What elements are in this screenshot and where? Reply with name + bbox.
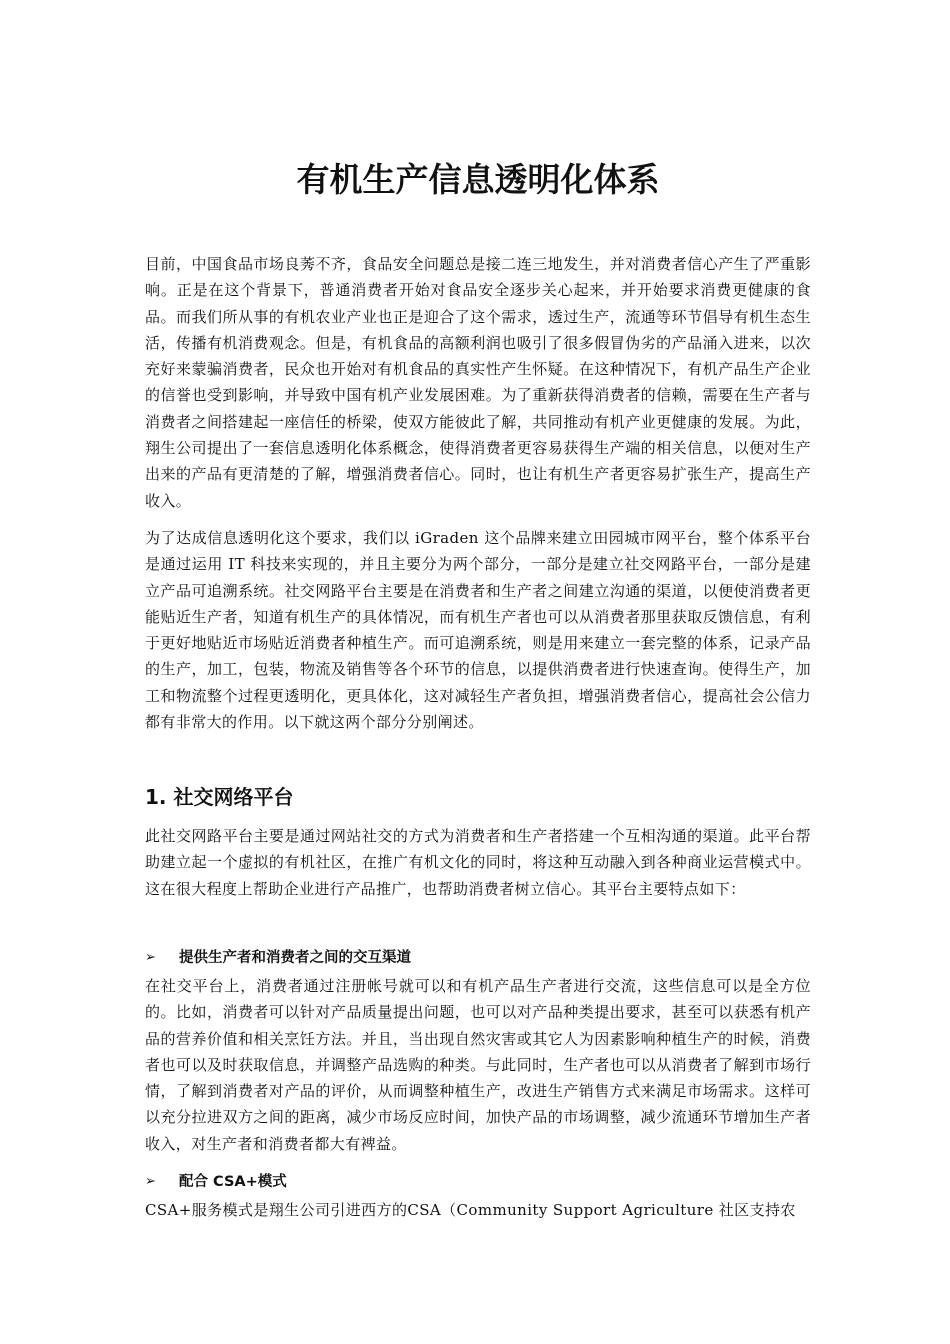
feature-heading-interaction-channel — [145, 946, 411, 970]
intro-paragraph-1: 目前，中国食品市场良莠不齐，食品安全问题总是接二连三地发生，并对消费者信心产生了严重影响。正是在这个背景下，普通消费者开始对食品安全逐步关心起来，并开始要求消费更健康的食品。而我们所从事的有机农业产业也正是迎合了这个需求，透过生产，流通等环节倡导有机生态生活，传播有机消费观念。但是，有机食品的高额利润也吸引了很多假冒伪劣的产品涌入进来，以次充好来蒙骗消费者，民众也开始对有机食品的真实性产生怀疑。在这种情况下，有机产品生产企业的信誉也受到影响，并导致中国有机产业发展困难。为了重新获得消费者的信赖，需要在生产者与消费者之间搭建起一座信任的桥梁，使双方能彼此了解，共同推动有机产业更健康的发展。为此，翔生公司提出了一套信息透明化体系概念，使得消费者更容易获得生产端的相关信息，以便对生产出来的产品有更清楚的了解，增强消费者信心。同时，也让有机生产者更容易扩张生产，提高生产收入。 — [145, 255, 811, 510]
arrow-bullet-icon: ➢ — [145, 1174, 156, 1189]
feature-heading-csa-mode — [145, 1170, 287, 1194]
feature-paragraph-csa-mode: CSA+服务模式是翔生公司引进西方的CSA（Community Support Agriculture 社区支持农 — [145, 1201, 796, 1219]
feature-heading-text: 配合 CSA+模式 — [179, 1174, 287, 1190]
arrow-bullet-icon: ➢ — [145, 950, 156, 965]
feature-paragraph-interaction-channel: 在社交平台上，消费者通过注册帐号就可以和有机产品生产者进行交流，这些信息可以是全方位的。比如，消费者可以针对产品质量提出问题，也可以对产品种类提出要求，甚至可以获悉有机产品的营养价值和相关烹饪方法。并且，当出现自然灾害或其它人为因素影响种植生产的时候，消费者也可以及时获取信息，并调整产品选购的种类。与此同时，生产者也可以从消费者了解到市场行情，了解到消费者对产品的评价，从而调整种植生产，改进生产销售方式来满足市场需求。这样可以充分拉进双方之间的距离，减少市场反应时间，加快产品的市场调整，减少流通环节增加生产者收入，对生产者和消费者都大有裨益。 — [145, 977, 811, 1153]
section-heading-social-network: 1. 社交网络平台 — [145, 785, 294, 809]
intro-paragraph-2: 为了达成信息透明化这个要求，我们以 iGraden 这个品牌来建立田园城市网平台，整个体系平台是通过运用 IT 科技来实现的，并且主要分为两个部分，一部分是建立社交网路平台，一部分是建立产品可追溯系统。社交网路平台主要是在消费者和生产者之间建立沟通的渠道，以便使消费者更能贴近生产者，知道有机生产的具体情况，而有机生产者也可以从消费者那里获取反馈信息，有利于更好地贴近市场贴近消费者种植生产。而可追溯系统，则是用来建立一套完整的体系，记录产品的生产，加工，包装，物流及销售等各个环节的信息，以提供消费者进行快速查询。使得生产，加工和物流整个过程更透明化，更具体化，这对减轻生产者负担，增强消费者信心，提高社会公信力都有非常大的作用。以下就这两个部分分别阐述。 — [145, 529, 811, 732]
section-paragraph: 此社交网路平台主要是通过网站社交的方式为消费者和生产者搭建一个互相沟通的渠道。此平台帮助建立起一个虚拟的有机社区，在推广有机文化的同时，将这种互动融入到各种商业运营模式中。这在很大程度上帮助企业进行产品推广，也帮助消费者树立信心。其平台主要特点如下： — [145, 827, 811, 898]
feature-heading-text: 提供生产者和消费者之间的交互渠道 — [179, 950, 411, 966]
document-title: 有机生产信息透明化体系 — [296, 160, 660, 199]
